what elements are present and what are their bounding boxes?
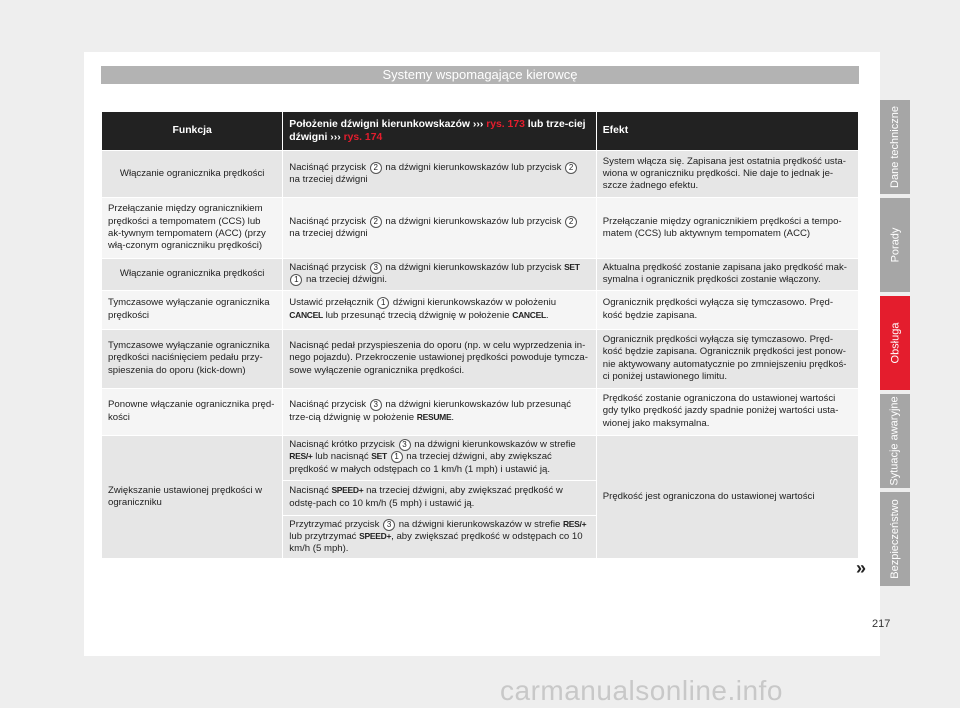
table-header-row bbox=[102, 112, 858, 150]
cell-function: Włączanie ogranicznika prędkości bbox=[102, 259, 282, 290]
table-row bbox=[102, 151, 858, 197]
page-header bbox=[101, 66, 859, 84]
header-function: Funkcja bbox=[102, 112, 282, 150]
set-key-icon: SET bbox=[564, 262, 580, 272]
cell-effect: System włącza się. Zapisana jest ostatnia prędkość usta-wiona w ograniczniku prędkości. Nie daje to jednak je-szcze żadnego efektu. bbox=[597, 151, 858, 197]
speed-plus-key-icon: SPEED+ bbox=[359, 530, 392, 541]
table-row bbox=[102, 436, 858, 480]
tab-porady[interactable] bbox=[880, 198, 910, 292]
cell-position: Naciśnąć przycisk 2 na dźwigni kierunkowskazów lub przycisk 2 na trzeciej dźwigni bbox=[283, 198, 595, 258]
button-number-icon: 3 bbox=[370, 262, 382, 274]
figure-link-174[interactable]: rys. 174 bbox=[343, 132, 383, 143]
button-number-icon: 1 bbox=[377, 297, 389, 309]
cell-function: Przełączanie między ogranicznikiem prędkości a tempomatem (CCS) lub ak-tywnym tempomatem (ACC) (przy włą-czonym ograniczniku prędkości) bbox=[102, 198, 282, 258]
header-effect: Efekt bbox=[597, 112, 858, 150]
cancel-key-icon: CANCEL bbox=[512, 309, 546, 320]
tab-sytuacje-awaryjne[interactable] bbox=[880, 394, 910, 488]
cell-position: Nacisnąć pedał przyspieszenia do oporu (np. w celu wyprzedzenia in-nego pojazdu). Przekroczenie ustawionej prędkości powoduje tymcza-sowe wyłączenie ogranicznika prędkości. bbox=[283, 330, 595, 388]
cell-position: Nacisnąć krótko przycisk 3 na dźwigni kierunkowskazów w strefie RES/+ lub nacisnąć SET 1 na trzeciej dźwigni, aby zwiększać prędkość w małych odstępach co 1 km/h (1 mph) i ustawić ją. bbox=[283, 436, 595, 480]
table-row bbox=[102, 291, 858, 329]
button-number-icon: 3 bbox=[383, 519, 395, 531]
speed-plus-key-icon: SPEED+ bbox=[331, 485, 364, 496]
page-number: 217 bbox=[872, 618, 891, 630]
tab-label: Obsługa bbox=[889, 322, 902, 364]
button-number-icon: 1 bbox=[290, 274, 302, 286]
cell-effect: Przełączanie między ogranicznikiem prędkości a tempo-matem (CCS) lub aktywnym tempomatem (ACC) bbox=[597, 198, 858, 258]
button-number-icon: 2 bbox=[565, 216, 577, 228]
resume-key-icon: RESUME bbox=[416, 411, 452, 422]
res-plus-key-icon: RES/+ bbox=[289, 451, 313, 462]
function-table bbox=[101, 111, 859, 559]
cell-function: Włączanie ogranicznika prędkości bbox=[102, 151, 282, 197]
table-row bbox=[102, 330, 858, 388]
cell-position: Naciśnąć przycisk 3 na dźwigni kierunkowskazów lub przycisk SET 1 na trzeciej dźwigni. bbox=[283, 259, 595, 290]
continue-arrow-icon[interactable]: » bbox=[856, 558, 867, 578]
table-row bbox=[102, 259, 858, 290]
cell-effect: Aktualna prędkość zostanie zapisana jako prędkość mak-symalna i ogranicznik prędkości zostanie włączony. bbox=[597, 259, 858, 290]
page-header-title: Systemy wspomagające kierowcę bbox=[382, 67, 578, 82]
tab-label: Bezpieczeństwo bbox=[889, 499, 901, 579]
header-position: Położenie dźwigni kierunkowskazów ››› rys. 173 lub trze-ciej dźwigni ››› rys. 174 bbox=[283, 112, 595, 150]
cell-position: Ustawić przełącznik 1 dźwigni kierunkowskazów w położeniu CANCEL lub przesunąć trzecią dźwignię w położenie CANCEL. bbox=[283, 291, 595, 329]
set-key-icon: SET bbox=[371, 451, 387, 462]
cell-position: Naciśnąć przycisk 3 na dźwigni kierunkowskazów lub przesunąć trze-cią dźwignię w położenie RESUME. bbox=[283, 389, 595, 435]
res-plus-key-icon: RES/+ bbox=[562, 518, 587, 529]
cell-position: Naciśnąć przycisk 2 na dźwigni kierunkowskazów lub przycisk 2 na trzeciej dźwigni bbox=[283, 151, 595, 197]
tab-dane-techniczne[interactable] bbox=[880, 100, 910, 194]
cell-function: Tymczasowe wyłączanie ogranicznika prędkości naciśnięciem pedału przy-spieszenia do oporu (kick-down) bbox=[102, 330, 282, 388]
button-number-icon: 3 bbox=[370, 399, 382, 411]
cell-function: Ponowne włączanie ogranicznika pręd-kości bbox=[102, 389, 282, 435]
cell-function: Tymczasowe wyłączanie ogranicznika prędkości bbox=[102, 291, 282, 329]
tab-label: Porady bbox=[889, 227, 902, 263]
button-number-icon: 2 bbox=[565, 162, 577, 174]
table-row bbox=[102, 198, 858, 258]
cell-effect: Ogranicznik prędkości wyłącza się tymczasowo. Pręd-kość będzie zapisana. Ogranicznik prędkości jest ponow-nie aktywowany automatycznie po zmniejszeniu prędkoś-ci poniżej ustawionego limitu. bbox=[597, 330, 858, 388]
cell-effect: Prędkość zostanie ograniczona do ustawionej wartości gdy tylko prędkość jazdy spadnie poniżej wartości usta-wionej jako maksymalna. bbox=[597, 389, 858, 435]
tab-label: Sytuacje awaryjne bbox=[889, 396, 901, 486]
button-number-icon: 3 bbox=[399, 439, 411, 451]
tab-bezpieczenstwo[interactable] bbox=[880, 492, 910, 586]
cancel-key-icon: CANCEL bbox=[289, 309, 323, 320]
cell-position: Nacisnąć SPEED+ na trzeciej dźwigni, aby zwiększać prędkość w odstę-pach co 10 km/h (5 mph) i ustawić ją. bbox=[283, 481, 595, 515]
cell-function: Zwiększanie ustawionej prędkości w ograniczniku bbox=[102, 436, 282, 559]
cell-position: Przytrzymać przycisk 3 na dźwigni kierunkowskazów w strefie RES/+ lub przytrzymać SPEED+, aby zwiększać prędkość w odstępach co 10 km/h (5 mph). bbox=[283, 516, 595, 559]
button-number-icon: 1 bbox=[391, 451, 403, 463]
tab-obsluga[interactable] bbox=[880, 296, 910, 390]
cell-effect: Ogranicznik prędkości wyłącza się tymczasowo. Pręd-kość będzie zapisana. bbox=[597, 291, 858, 329]
button-number-icon: 2 bbox=[370, 162, 382, 174]
figure-link-173[interactable]: rys. 173 bbox=[486, 118, 525, 130]
watermark: carmanualsonline.info bbox=[500, 675, 783, 706]
tab-label: Dane techniczne bbox=[889, 106, 902, 188]
table-row bbox=[102, 389, 858, 435]
cell-effect: Prędkość jest ograniczona do ustawionej wartości bbox=[597, 436, 858, 559]
button-number-icon: 2 bbox=[370, 216, 382, 228]
